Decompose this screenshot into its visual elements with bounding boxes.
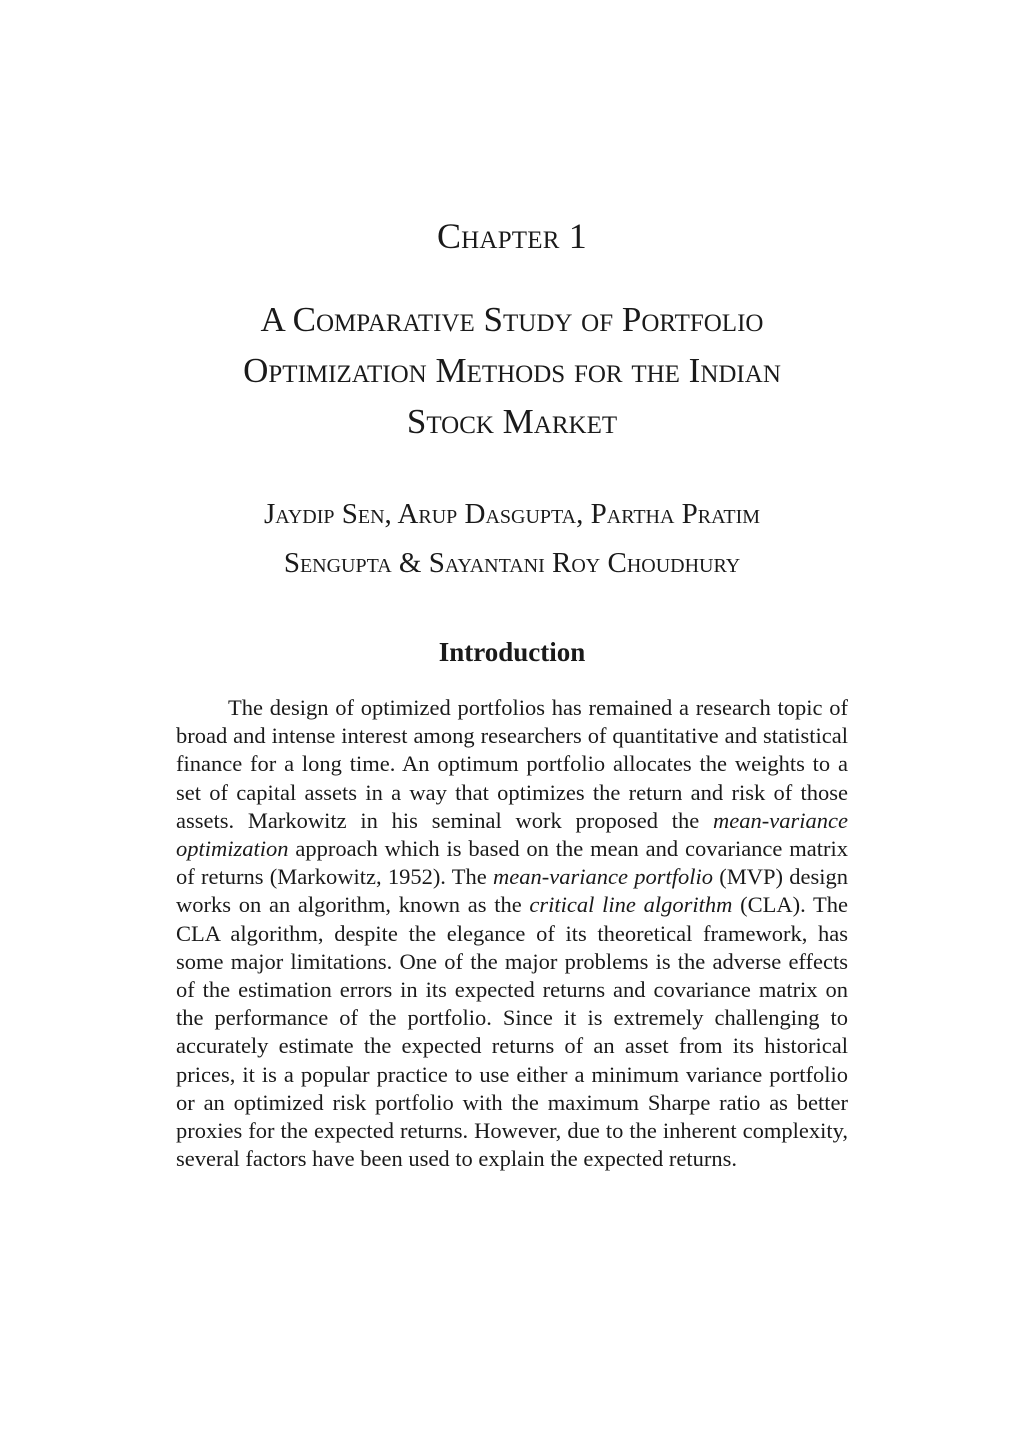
section-heading-introduction: Introduction xyxy=(438,637,586,667)
paragraph-text-3: (MVP) design works on an algorithm, known as the xyxy=(176,864,848,918)
chapter-title-line-2: Optimization Methods for the Indian xyxy=(243,351,781,390)
emphasis-critical-line-algorithm: critical line algorithm xyxy=(529,892,733,918)
paragraph-text-4: (CLA). The CLA algorithm, despite the elegance of its theoretical framework, has some major limitations. One of the major problems is the adverse effects of the estimation errors in its expected returns and covariance matrix on the performance of the portfolio. Since it is extremely challenging to accurately estimate the expected returns of an asset from its historical prices, it is a popular practice to use either a minimum variance portfolio or an optimized risk portfolio with the maximum Sharpe ratio as better proxies for the expected returns. However, due to the inherent complexity, several factors have been used to explain the expected returns. xyxy=(176,892,848,1172)
chapter-label: Chapter 1 xyxy=(436,216,588,256)
chapter-title-line-1: A Comparative Study of Portfolio xyxy=(260,300,764,339)
author-line-2: Sengupta & Sayantani Roy Choudhury xyxy=(283,547,741,579)
chapter-title xyxy=(150,294,874,447)
emphasis-mean-variance-portfolio: mean-variance portfolio xyxy=(493,864,713,890)
paragraph-text-2: approach which is based on the mean and covariance matrix of returns (Markowitz, 1952). The xyxy=(176,836,848,890)
emphasis-mean-variance-optimization: mean-variance optimization xyxy=(176,807,848,862)
introduction-paragraph xyxy=(176,694,848,1173)
author-line-1: Jaydip Sen, Arup Dasgupta, Partha Pratim xyxy=(263,498,761,530)
chapter-title-line-3: Stock Market xyxy=(406,402,618,441)
paragraph-text-1: The design of optimized portfolios has remained a research topic of broad and intense interest among researchers of quantitative and statistical finance for a long time. An optimum portfolio allocates the weights to a set of capital assets in a way that optimizes the return and risk of those assets. Markowitz in his seminal work proposed the xyxy=(176,695,848,833)
author-list xyxy=(150,490,874,588)
